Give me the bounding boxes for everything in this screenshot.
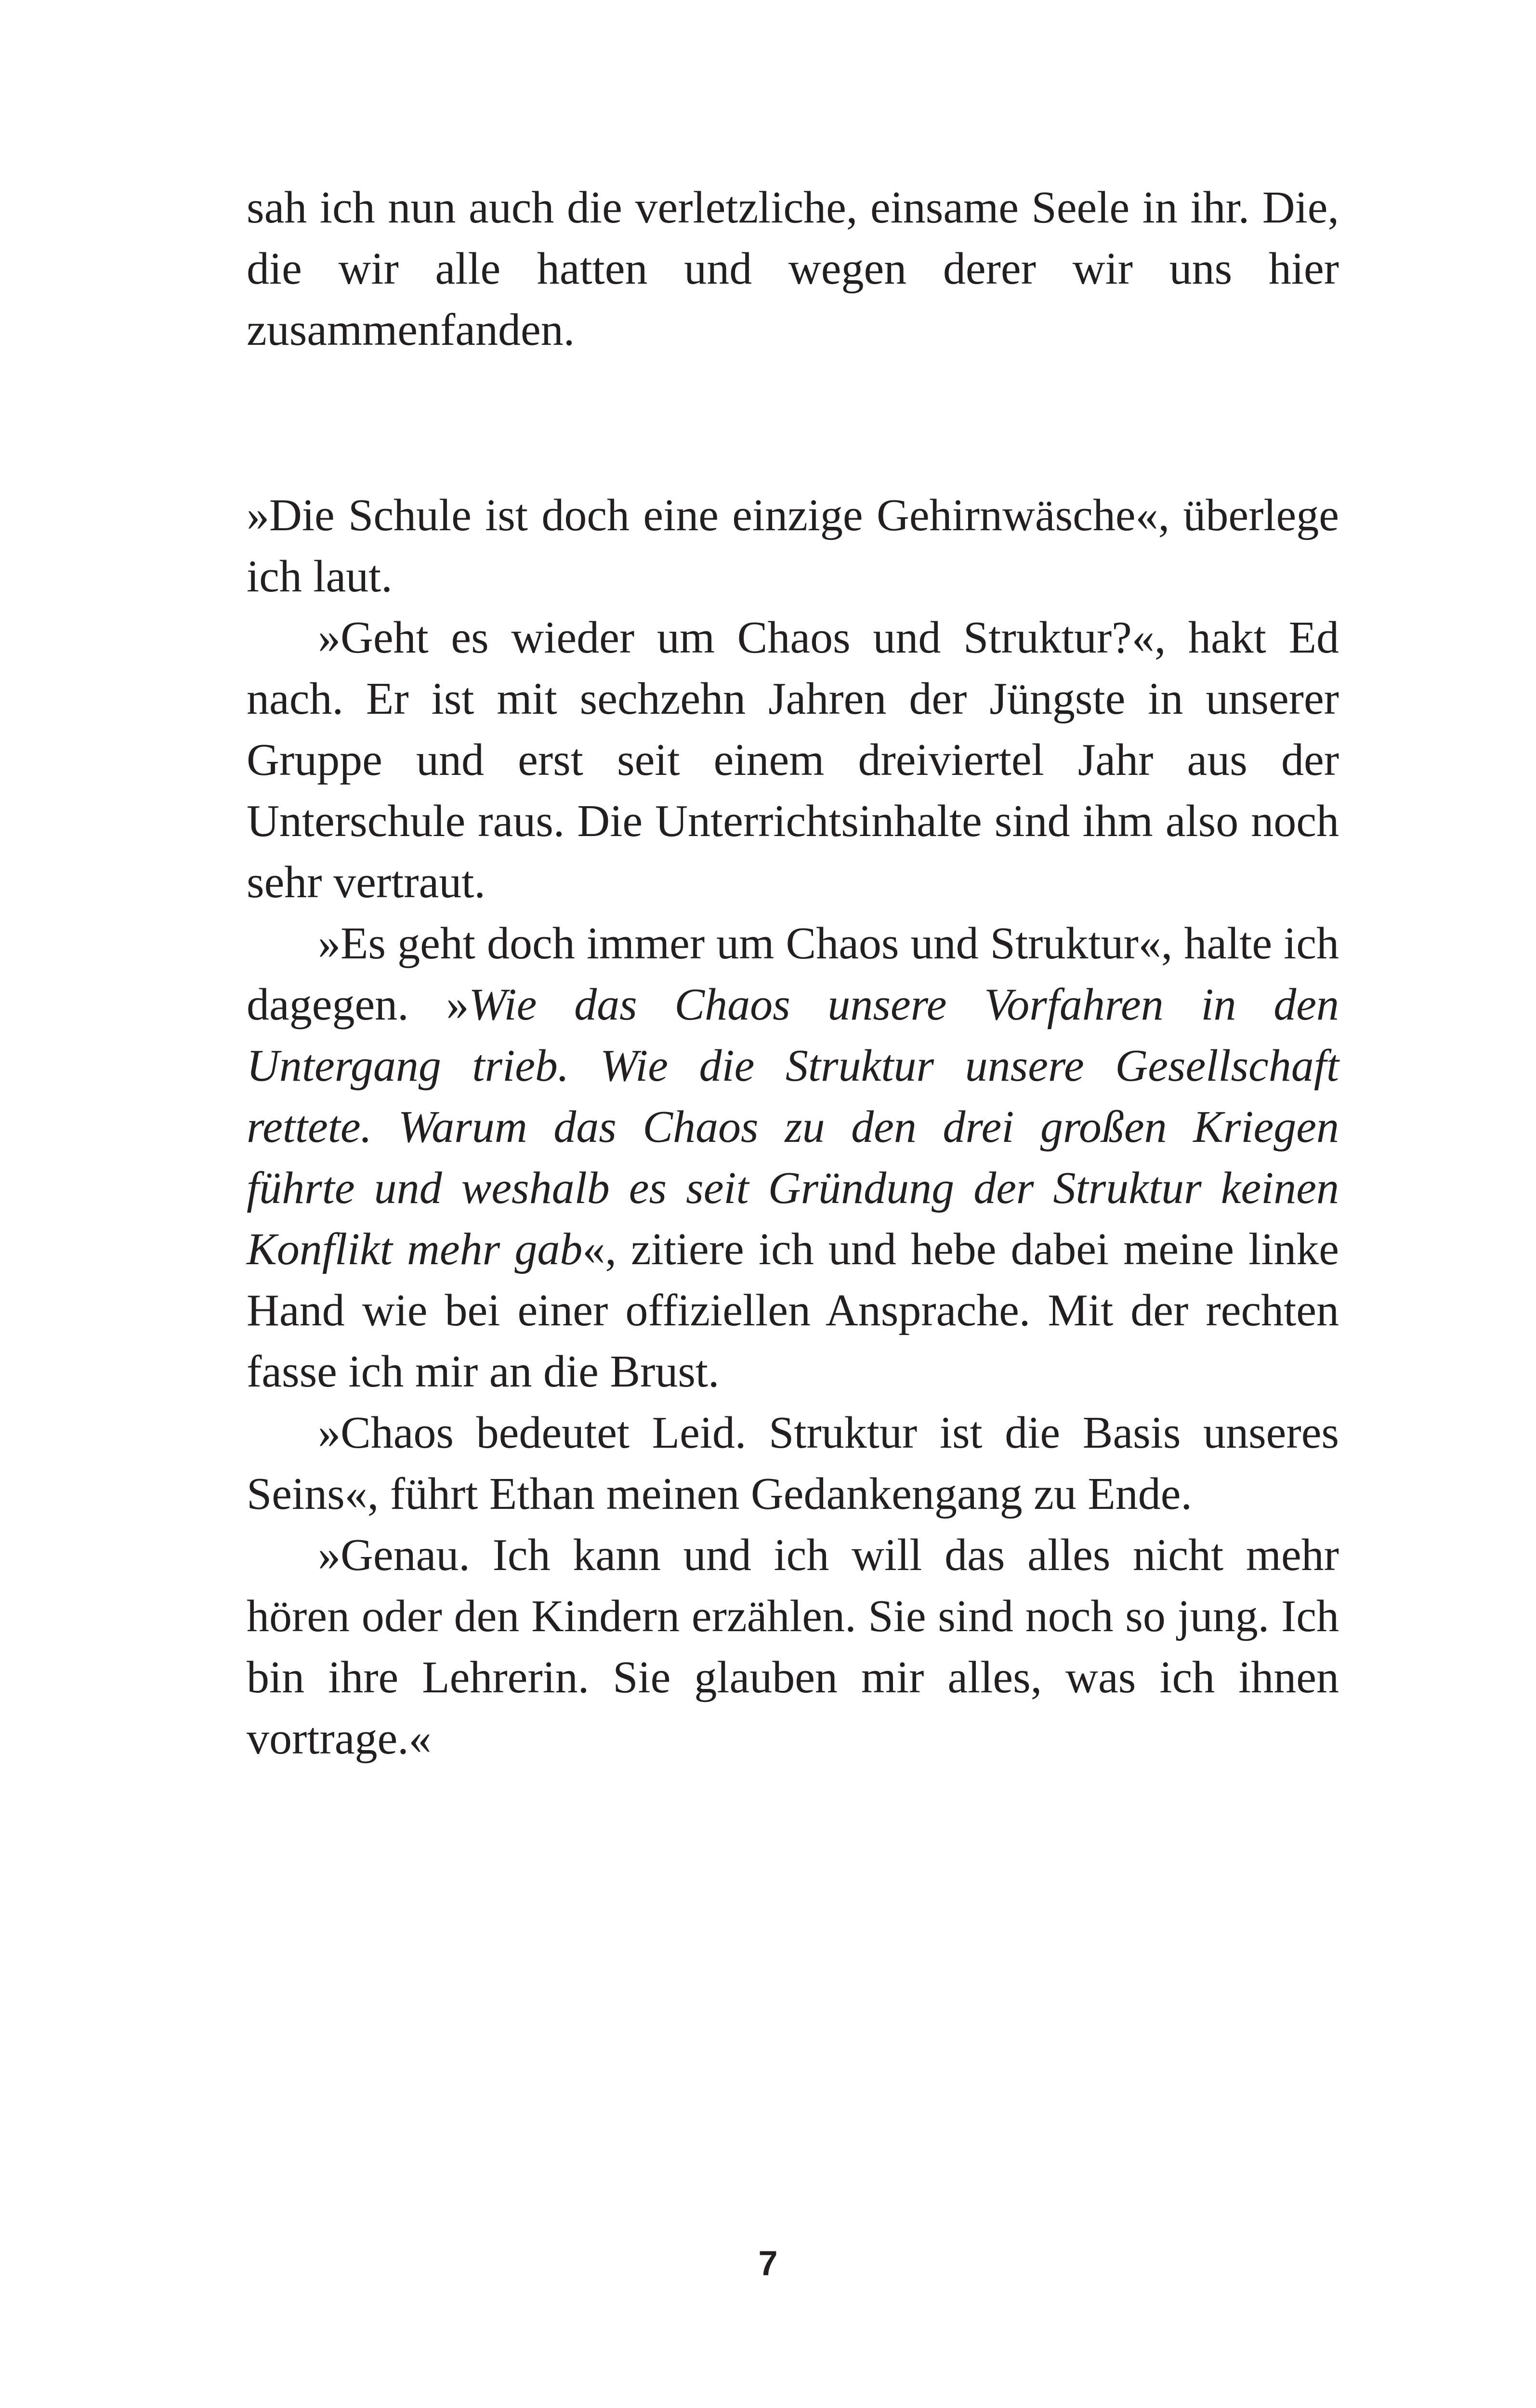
page-number: 7 [758,2244,778,2283]
paragraph-text: »Es geht doch immer um Chaos und Struktur«, halte ich dagegen. » [247,918,1339,1030]
text-section-2 [247,485,1339,1769]
paragraph: »Geht es wieder um Chaos und Struktur?«, hakt Ed nach. Er ist mit sechzehn Jahren der Jüngste in unserer Gruppe und erst seit einem dreiviertel Jahr aus der Unterschule raus. Die Unterrichtsinhalte sind ihm also noch sehr vertraut. [247,613,1339,907]
paragraph: sah ich nun auch die verletzliche, einsame Seele in ihr. Die, die wir alle hatten und wegen derer wir uns hier zusammenfanden. [247,183,1339,355]
text-section-1 [247,177,1339,361]
paragraph-text: «, zitiere ich und hebe dabei meine linke Hand wie bei einer offiziellen Ansprache. Mit der rechten fasse ich mir an die Brust. [247,1224,1339,1397]
paragraph: »Die Schule ist doch eine einzige Gehirnwäsche«, überlege ich laut. [247,490,1339,602]
paragraph: »Chaos bedeutet Leid. Struktur ist die Basis unseres Seins«, führt Ethan meinen Gedankengang zu Ende. [247,1408,1339,1519]
italic-quote: Wie das Chaos unsere Vorfahren in den Untergang trieb. Wie die Struktur unsere Gesellschaft rettete. Warum das Chaos zu den drei großen Kriegen führte und weshalb es seit Gründung der Struktur keinen Konflikt mehr gab [247,980,1339,1274]
paragraph-with-quote [247,913,1339,1402]
paragraph: »Genau. Ich kann und ich will das alles nicht mehr hören oder den Kindern erzählen. Sie sind noch so jung. Ich bin ihre Lehrerin. Sie glauben mir alles, was ich ihnen vortrage.« [247,1530,1339,1764]
